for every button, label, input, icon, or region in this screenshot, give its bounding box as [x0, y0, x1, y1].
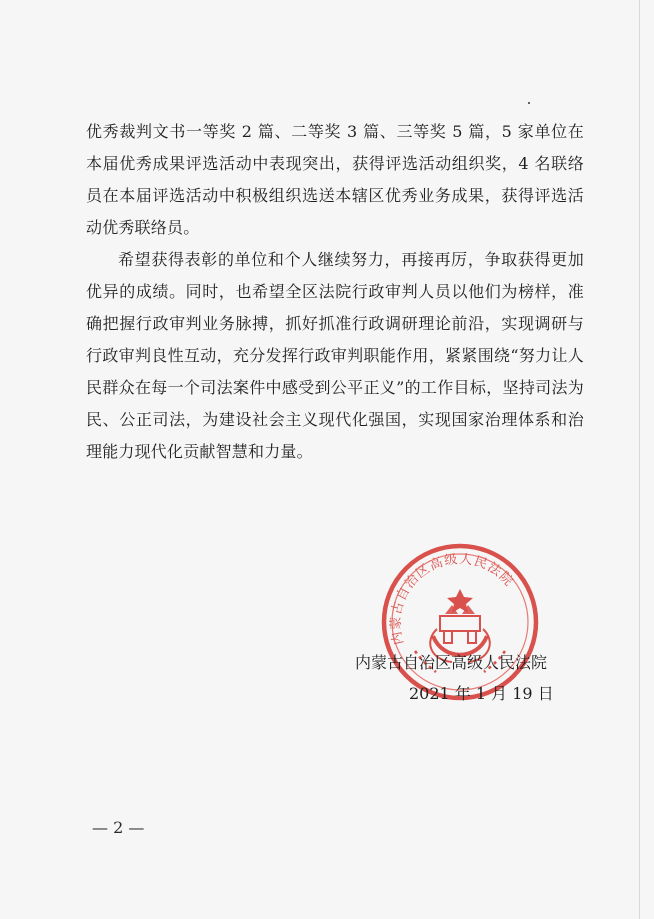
paragraph-closing-remarks: 希望获得表彰的单位和个人继续努力，再接再厉，争取获得更加优异的成绩。同时，也希望全区法院行政审判人员以他们为榜样，准确把握行政审判业务脉搏，抓好抓准行政调研理论前沿，实现调研与行政审判良性互动，充分发挥行政审判职能作用，紧紧围绕“努力让人民群众在每一个司法案件中感受到公平正义”的工作目标，坚持司法为民、公正司法，为建设社会主义现代化强国，实现国家治理体系和治理能力现代化贡献智慧和力量。 [86, 250, 584, 461]
document-body [86, 116, 584, 468]
issuing-organization: 内蒙古自治区高级人民法院 [355, 653, 548, 672]
issue-date: 2021 年 1 月 19 日 [409, 684, 554, 703]
page-number: — 2 — [92, 818, 145, 837]
small-dot-mark [528, 102, 530, 104]
seal-text: 内蒙古自治区高级人民法院 [388, 552, 517, 647]
paragraph-awards-summary: 优秀裁判文书一等奖 2 篇、二等奖 3 篇、三等奖 5 篇，5 家单位在本届优秀成果评选活动中表现突出，获得评选活动组织奖，4 名联络员在本届评选活动中积极组织选送本辖区优秀业务成果，获得评选活动优秀联络员。 [86, 122, 584, 237]
page-edge-line [639, 0, 640, 919]
